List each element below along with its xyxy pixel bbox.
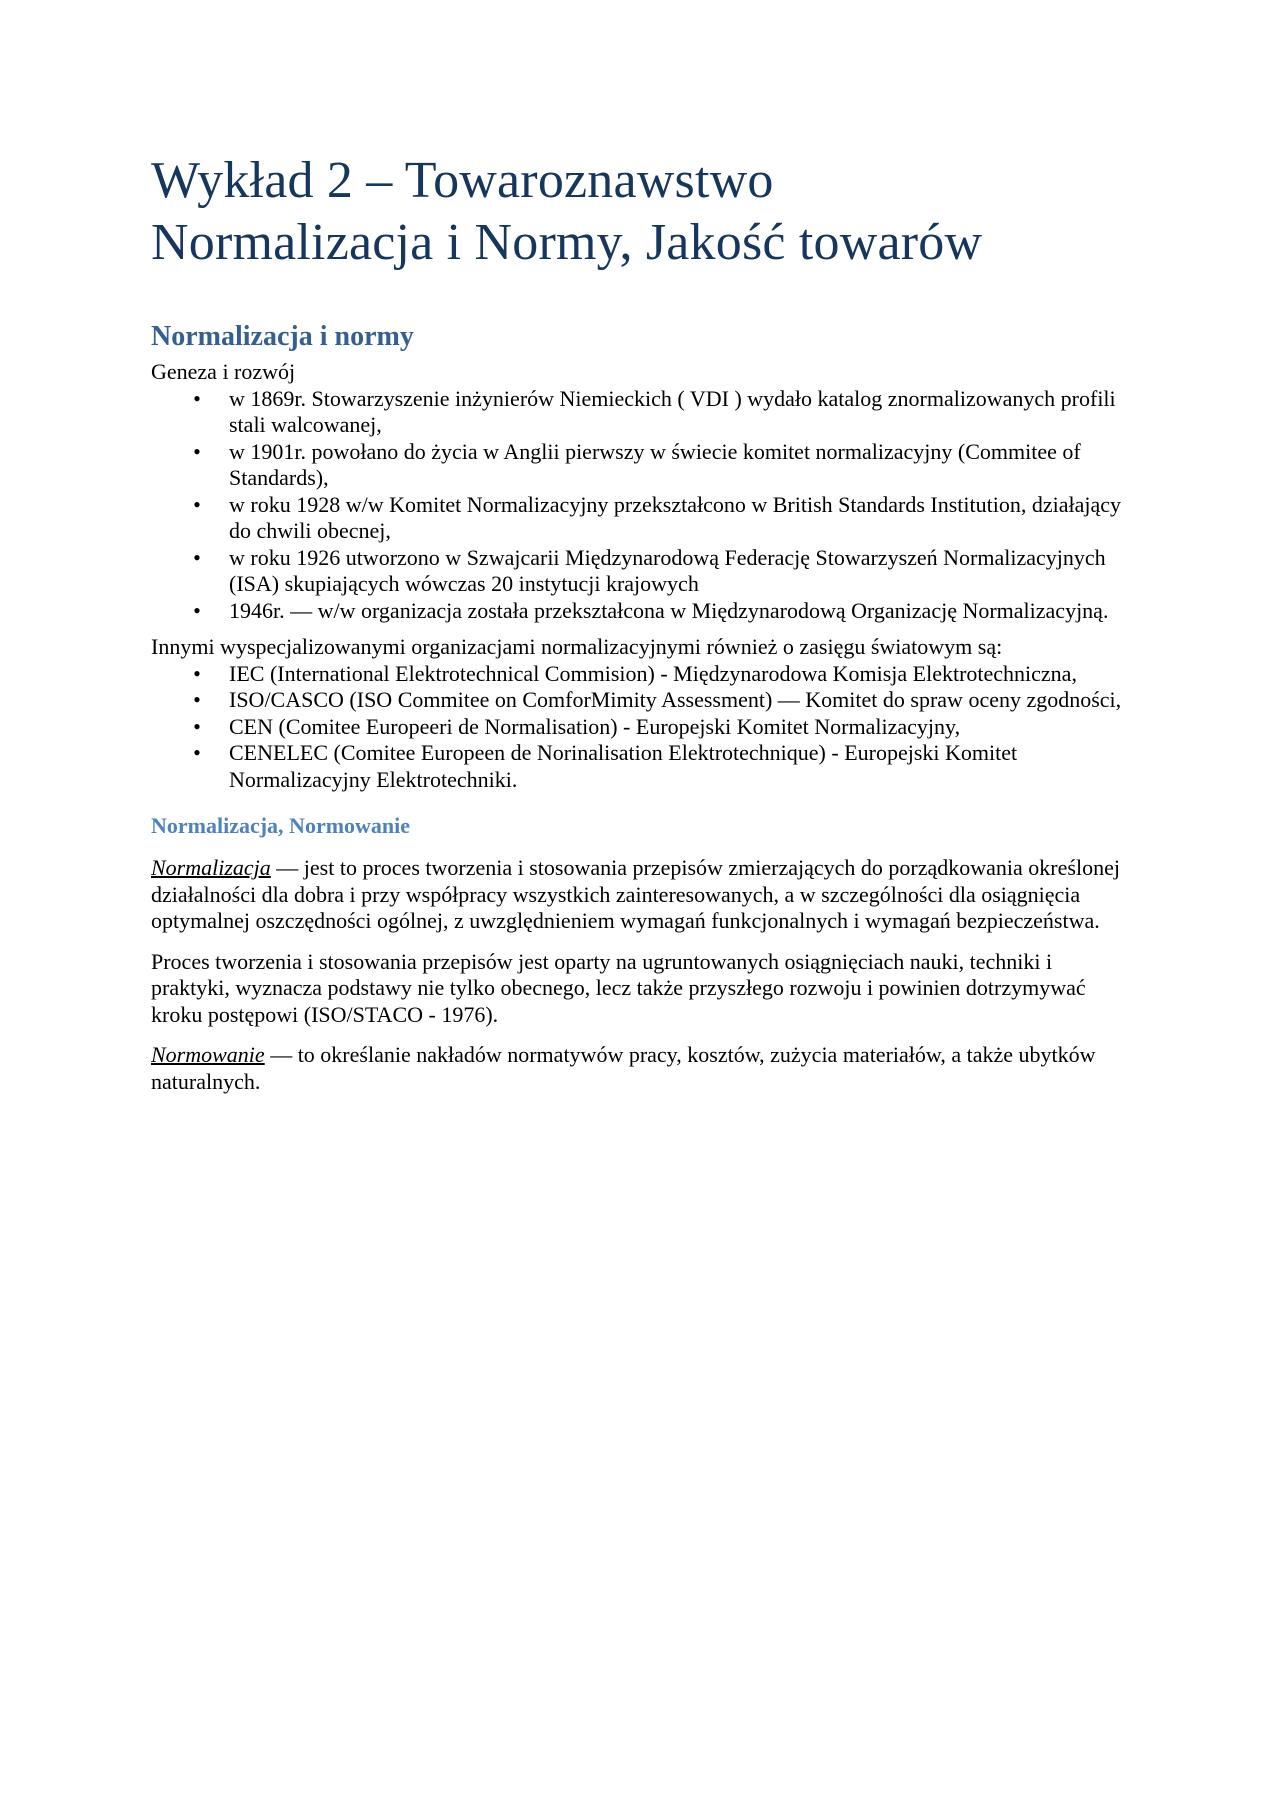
title-line-1: Wykład 2 – Towaroznawstwo bbox=[151, 152, 774, 209]
section-heading-normalizacja-i-normy: Normalizacja i normy bbox=[151, 321, 414, 352]
paragraph-normalizacja-definition: Normalizacja — jest to proces tworzenia i stosowania przepisów zmierzających do porządkowania określonej działalności dla dobra i przy współpracy wszystkich zainteresowanych, a w szczególności dla osiągnięcia optymalnej oszczędności ogólnej, z uwzględnieniem wymagań funkcjonalnych i wymagań bezpieczeństwa. bbox=[151, 855, 1120, 933]
list-item: • w 1901r. powołano do życia w Anglii pierwszy w świecie komitet normalizacyjny (Commitee of Standards), bbox=[151, 439, 1131, 492]
term-normowanie: Normowanie bbox=[151, 1042, 265, 1067]
organizations-list bbox=[151, 661, 1131, 794]
lead-geneza: Geneza i rozwój bbox=[151, 359, 296, 384]
bullet-icon: • bbox=[193, 660, 201, 686]
list-item: • CEN (Comitee Europeeri de Normalisation) - Europejski Komitet Normalizacyjny, bbox=[151, 714, 1131, 741]
bullet-icon: • bbox=[193, 687, 201, 712]
history-list bbox=[151, 386, 1131, 625]
bullet-icon: • bbox=[193, 544, 201, 570]
document-body bbox=[151, 150, 1131, 1095]
bullet-icon: • bbox=[193, 491, 201, 517]
bullet-icon: • bbox=[193, 438, 201, 464]
bullet-icon: • bbox=[193, 385, 201, 411]
list-item: • CENELEC (Comitee Europeen de Norinalisation Elektrotechnique) - Europejski Komitet Normalizacyjny Elektrotechniki. bbox=[151, 740, 1131, 793]
paragraph-process: Proces tworzenia i stosowania przepisów jest oparty na ugruntowanych osiągnięciach nauki, techniki i praktyki, wyznacza podstawy nie tylko obecnego, lecz także przyszłego rozwoju i powinien dotrzymywać kroku postępowi (ISO/STACO - 1976). bbox=[151, 948, 1086, 1027]
document-title bbox=[151, 150, 1131, 274]
title-line-2: Normalizacja i Normy, Jakość towarów bbox=[151, 214, 983, 271]
list-item: • 1946r. — w/w organizacja została przekształcona w Międzynarodową Organizację Normalizacyjną. bbox=[151, 598, 1131, 625]
lead-organizations: Innymi wyspecjalizowanymi organizacjami normalizacyjnymi również o zasięgu światowym są: bbox=[151, 634, 1003, 659]
list-item: • w roku 1926 utworzono w Szwajcarii Międzynarodową Federację Stowarzyszeń Normalizacyjnych (ISA) skupiających wówczas 20 instytucji krajowych bbox=[151, 545, 1131, 598]
bullet-icon: • bbox=[193, 713, 201, 739]
list-item: • w 1869r. Stowarzyszenie inżynierów Niemieckich ( VDI ) wydało katalog znormalizowanych profili stali walcowanej, bbox=[151, 386, 1131, 439]
list-item: • ISO/CASCO (ISO Commitee on ComforMimity Assessment) — Komitet do spraw oceny zgodności, bbox=[151, 687, 1131, 714]
section-heading-normalizacja-normowanie: Normalizacja, Normowanie bbox=[151, 813, 411, 838]
list-item: • w roku 1928 w/w Komitet Normalizacyjny przekształcono w British Standards Institution, działający do chwili obecnej, bbox=[151, 492, 1131, 545]
bullet-icon: • bbox=[193, 740, 201, 765]
paragraph-normowanie-definition: Normowanie — to określanie nakładów normatywów pracy, kosztów, zużycia materiałów, a także ubytków naturalnych. bbox=[151, 1042, 1096, 1094]
term-normalizacja: Normalizacja bbox=[151, 855, 271, 880]
list-item: • IEC (International Elektrotechnical Commision) - Międzynarodowa Komisja Elektrotechniczna, bbox=[151, 661, 1131, 688]
bullet-icon: • bbox=[193, 597, 201, 623]
